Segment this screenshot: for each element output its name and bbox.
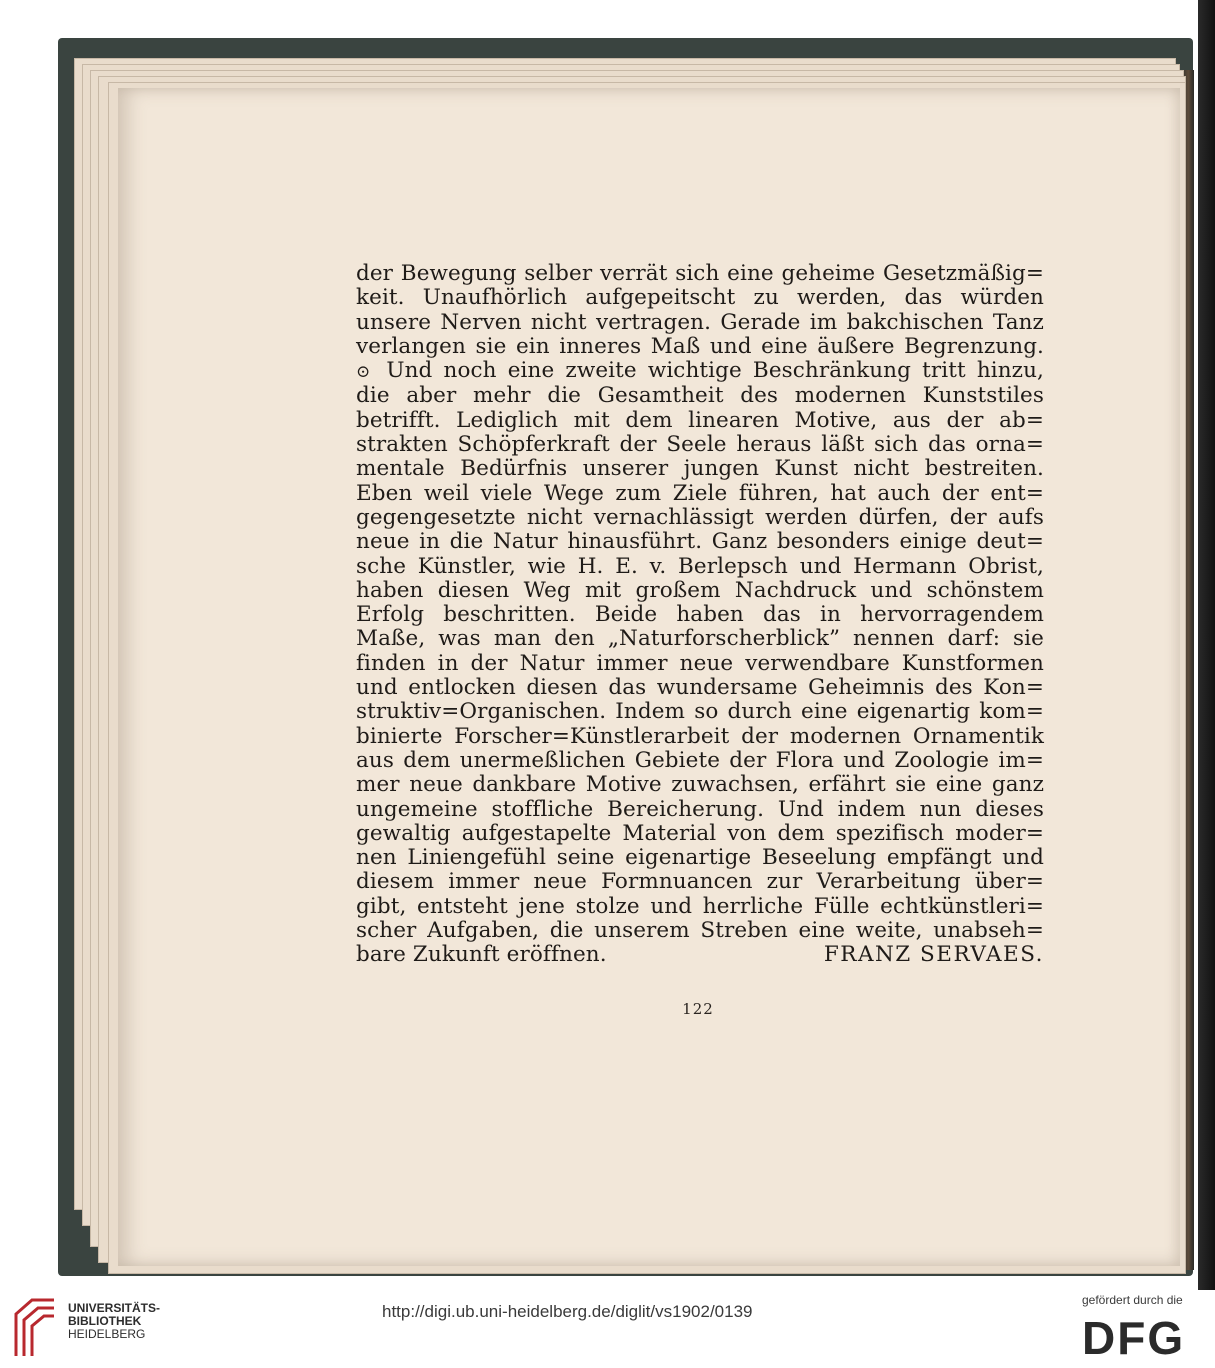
author-signature: FRANZ SERVAES. xyxy=(823,942,1044,968)
funded-by-label: gefördert durch die xyxy=(1082,1293,1183,1307)
paragraph-ornament-icon: ⊙ xyxy=(356,362,371,383)
scan-shadow xyxy=(1198,0,1215,1290)
text-line: keit. Unaufhörlich aufgepeitscht zu werden, das würden xyxy=(356,285,1044,311)
dfg-logo-text: DFG xyxy=(1082,1314,1186,1358)
text-line: Eben weil viele Wege zum Ziele führen, hat auch der ent= xyxy=(356,480,1044,506)
text-line: und entlocken diesen das wundersame Geheimnis des Kon= xyxy=(356,675,1044,701)
text-line-with-ornament xyxy=(356,359,1044,384)
text-line: gegengesetzte nicht vernachlässigt werden dürfen, der aufs xyxy=(356,504,1044,530)
dfg-logo-icon[interactable] xyxy=(1082,1314,1200,1358)
text-line: Erfolg beschritten. Beide haben das in hervorragendem xyxy=(356,602,1044,628)
text-line: die aber mehr die Gesamtheit des modernen Kunststiles xyxy=(356,383,1044,409)
library-name-line: UNIVERSITÄTS- xyxy=(68,1301,161,1315)
permalink-url[interactable]: http://digi.ub.uni-heidelberg.de/diglit/vs1902/0139 xyxy=(382,1302,753,1321)
text-line: binierte Forscher=Künstlerarbeit der modernen Ornamentik xyxy=(356,723,1044,749)
text-line: mer neue dankbare Motive zuwachsen, erfährt sie eine ganz xyxy=(356,772,1044,798)
text-line: aus dem unermeßlichen Gebiete der Flora und Zoologie im= xyxy=(356,747,1044,773)
text-line: finden in der Natur immer neue verwendbare Kunstformen xyxy=(356,650,1044,676)
text-line: haben diesen Weg mit großem Nachdruck und schönstem xyxy=(356,577,1044,603)
page-number: 122 xyxy=(682,1000,714,1018)
body-text xyxy=(356,262,1044,968)
closing-text: bare Zukunft eröffnen. xyxy=(356,942,607,968)
text-line: ungemeine stoffliche Bereicherung. Und indem nun dieses xyxy=(356,796,1044,822)
text-line: sche Künstler, wie H. E. v. Berlepsch und Hermann Obrist, xyxy=(356,553,1044,579)
text-line: Maße, was man den „Naturforscherblick” nennen darf: sie xyxy=(356,626,1044,652)
text-line: der Bewegung selber verrät sich eine geheime Gesetzmäßig= xyxy=(356,261,1044,286)
book-page xyxy=(118,88,1180,1266)
text-line-content: Und noch eine zweite wichtige Beschränkung tritt hinzu, xyxy=(386,358,1044,384)
text-line: strakten Schöpferkraft der Seele heraus läßt sich das orna= xyxy=(356,432,1044,458)
text-line: verlangen sie ein inneres Maß und eine äußere Begrenzung. xyxy=(356,333,1044,359)
text-line: unsere Nerven nicht vertragen. Gerade im bakchischen Tanz xyxy=(356,309,1044,335)
library-name-line: HEIDELBERG xyxy=(68,1327,146,1341)
text-line: nen Liniengefühl seine eigenartige Beseelung empfängt und xyxy=(356,845,1044,871)
closing-line xyxy=(356,943,1044,967)
library-name[interactable] xyxy=(68,1302,160,1341)
text-line: struktiv=Organischen. Indem so durch eine eigenartig kom= xyxy=(356,699,1044,725)
text-line: gewaltig aufgestapelte Material von dem spezifisch moder= xyxy=(356,820,1044,846)
library-name-line: BIBLIOTHEK xyxy=(68,1314,142,1328)
text-line: mentale Bedürfnis unserer jungen Kunst nicht bestreiten. xyxy=(356,456,1044,482)
university-library-logo-icon[interactable] xyxy=(10,1296,58,1358)
text-line: diesem immer neue Formnuancen zur Verarbeitung über= xyxy=(356,869,1044,895)
text-line: betrifft. Lediglich mit dem linearen Motive, aus der ab= xyxy=(356,407,1044,433)
text-line: scher Aufgaben, die unserem Streben eine weite, unabseh= xyxy=(356,918,1044,944)
text-line: gibt, entsteht jene stolze und herrliche Fülle echtkünstleri= xyxy=(356,893,1044,919)
text-line: neue in die Natur hinausführt. Ganz besonders einige deut= xyxy=(356,529,1044,555)
